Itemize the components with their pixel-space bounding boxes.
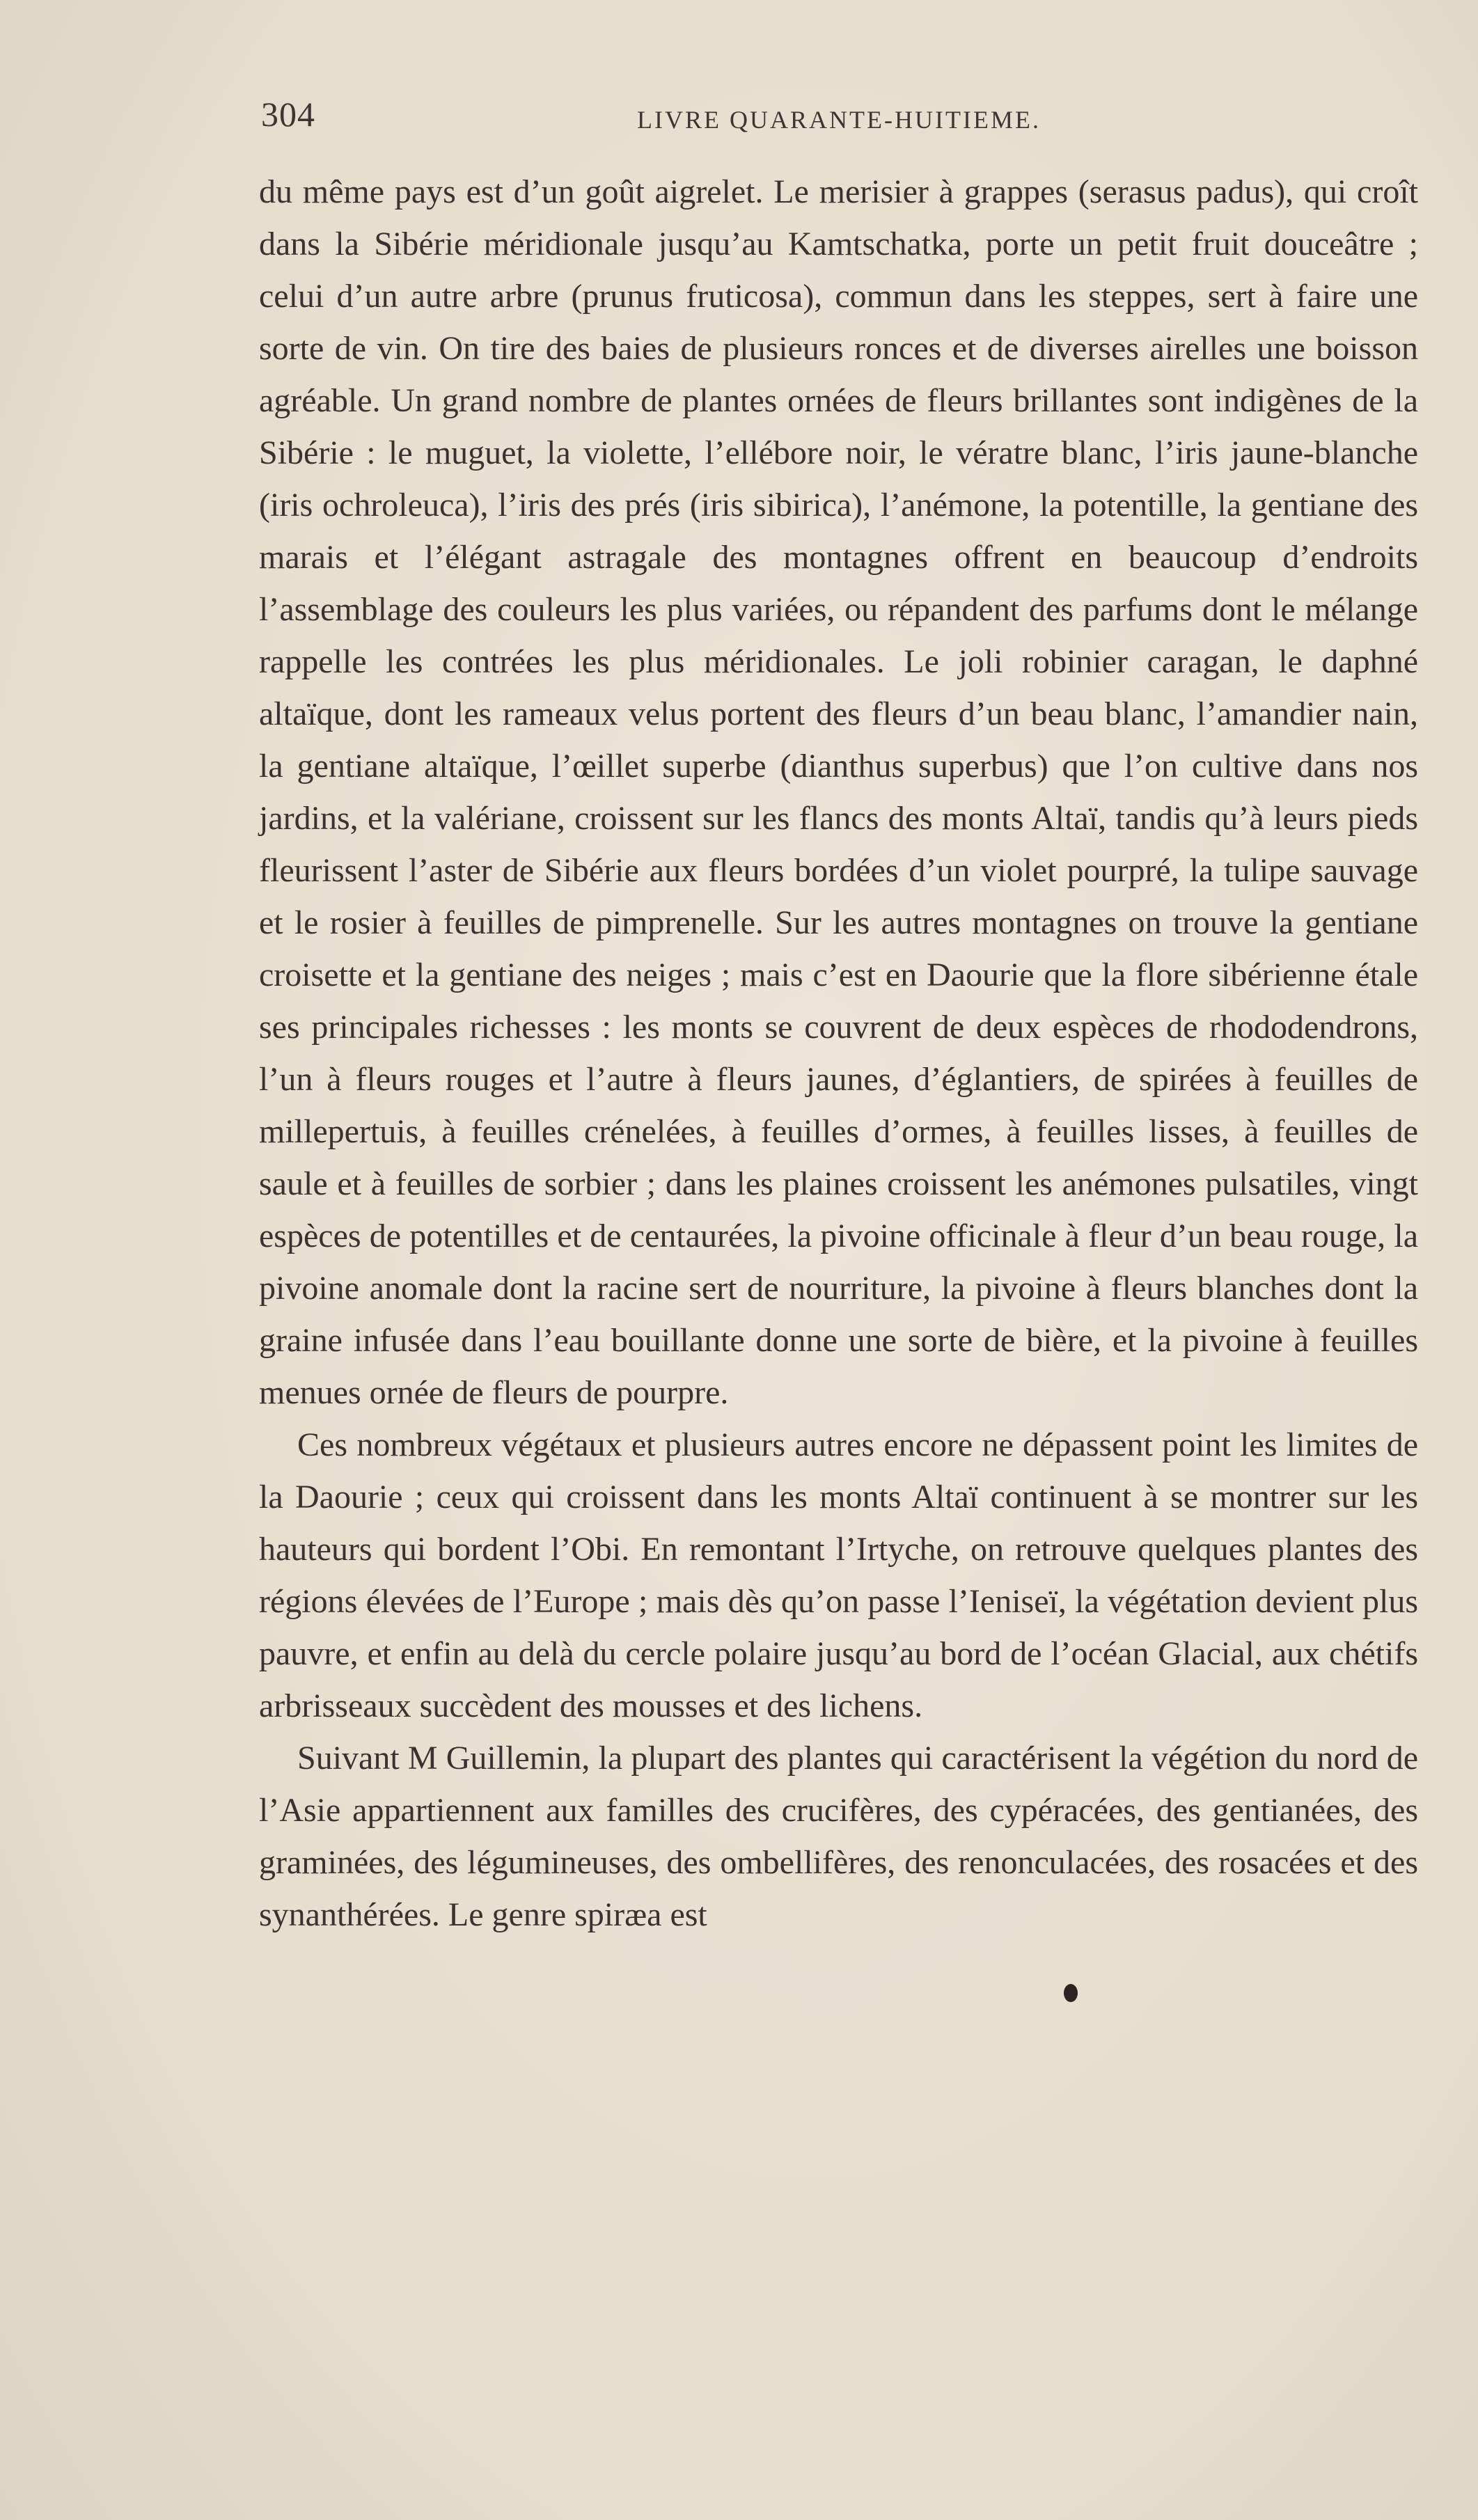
running-title: LIVRE QUARANTE-HUITIEME. [637,106,1041,134]
paragraph-2-text: Ces nombreux végétaux et plusieurs autres encore ne dépassent point les limites de la Daourie ; ceux qui croissent dans les monts Altaï continuent à se montrer sur les hauteurs qui bordent l’Obi. En remontant l’Irtyche, on retrouve quelques plantes des régions élevées de l’Europe ; mais dès qu’on passe l’Ieniseï, la végétation devient plus pauvre, et enfin au delà du cercle polaire jusqu’au bord de l’océan Glacial, aux chétifs arbrisseaux succèdent des mousses et des lichens. [259,1426,1418,1724]
paragraph-1 [259,166,1418,1419]
paragraph-1-text: du même pays est d’un goût aigrelet. Le merisier à grappes (serasus padus), qui croît dans la Sibérie méridionale jusqu’au Kamtschatka, porte un petit fruit douceâtre ; celui d’un autre arbre (prunus fruticosa), commun dans les steppes, sert à faire une sorte de vin. On tire des baies de plusieurs ronces et de diverses airelles une boisson agréable. Un grand nombre de plantes ornées de fleurs brillantes sont indigènes de la Sibérie : le muguet, la violette, l’ellébore noir, le vératre blanc, l’iris jaune-blanche (iris ochroleuca), l’iris des prés (iris sibirica), l’anémone, la potentille, la gentiane des marais et l’élégant astragale des montagnes offrent en beaucoup d’endroits l’assemblage des couleurs les plus variées, ou répandent des parfums dont le mélange rappelle les contrées les plus méridionales. Le joli robinier caragan, le daphné altaïque, dont les rameaux velus portent des fleurs d’un beau blanc, l’amandier nain, la gentiane altaïque, l’œillet superbe (dianthus superbus) que l’on cultive dans nos jardins, et la valériane, croissent sur les flancs des monts Altaï, tandis qu’à leurs pieds fleurissent l’aster de Sibérie aux fleurs bordées d’un violet pourpré, la tulipe sauvage et le rosier à feuilles de pimprenelle. Sur les autres montagnes on trouve la gentiane croisette et la gentiane des neiges ; mais c’est en Daourie que la flore sibérienne étale ses principales richesses : les monts se couvrent de deux espèces de rhododendrons, l’un à fleurs rouges et l’autre à fleurs jaunes, d’églantiers, de spirées à feuilles de millepertuis, à feuilles crénelées, à feuilles d’ormes, à feuilles lisses, à feuilles de saule et à feuilles de sorbier ; dans les plaines croissent les anémones pulsatiles, vingt espèces de potentilles et de centaurées, la pivoine officinale à fleur d’un beau rouge, la pivoine anomale dont la racine sert de nourriture, la pivoine à fleurs blanches dont la graine infusée dans l’eau bouillante donne une sorte de bière, et la pivoine à feuilles menues ornée de fleurs de pourpre. [259,173,1418,1411]
body-text [259,166,1418,1941]
ink-spot [1064,1984,1078,2002]
page-number: 304 [261,95,315,134]
paragraph-3-text: Suivant M Guillemin, la plupart des plantes qui caractérisent la végétion du nord de l’Asie appartiennent aux familles des crucifères, des cypéracées, des gentianées, des graminées, des légumineuses, des ombellifères, des renonculacées, des rosacées et des synanthérées. Le genre spiræa est [259,1740,1418,1933]
page-header [261,94,1417,143]
paragraph-3 [259,1732,1418,1941]
paragraph-2 [259,1419,1418,1732]
